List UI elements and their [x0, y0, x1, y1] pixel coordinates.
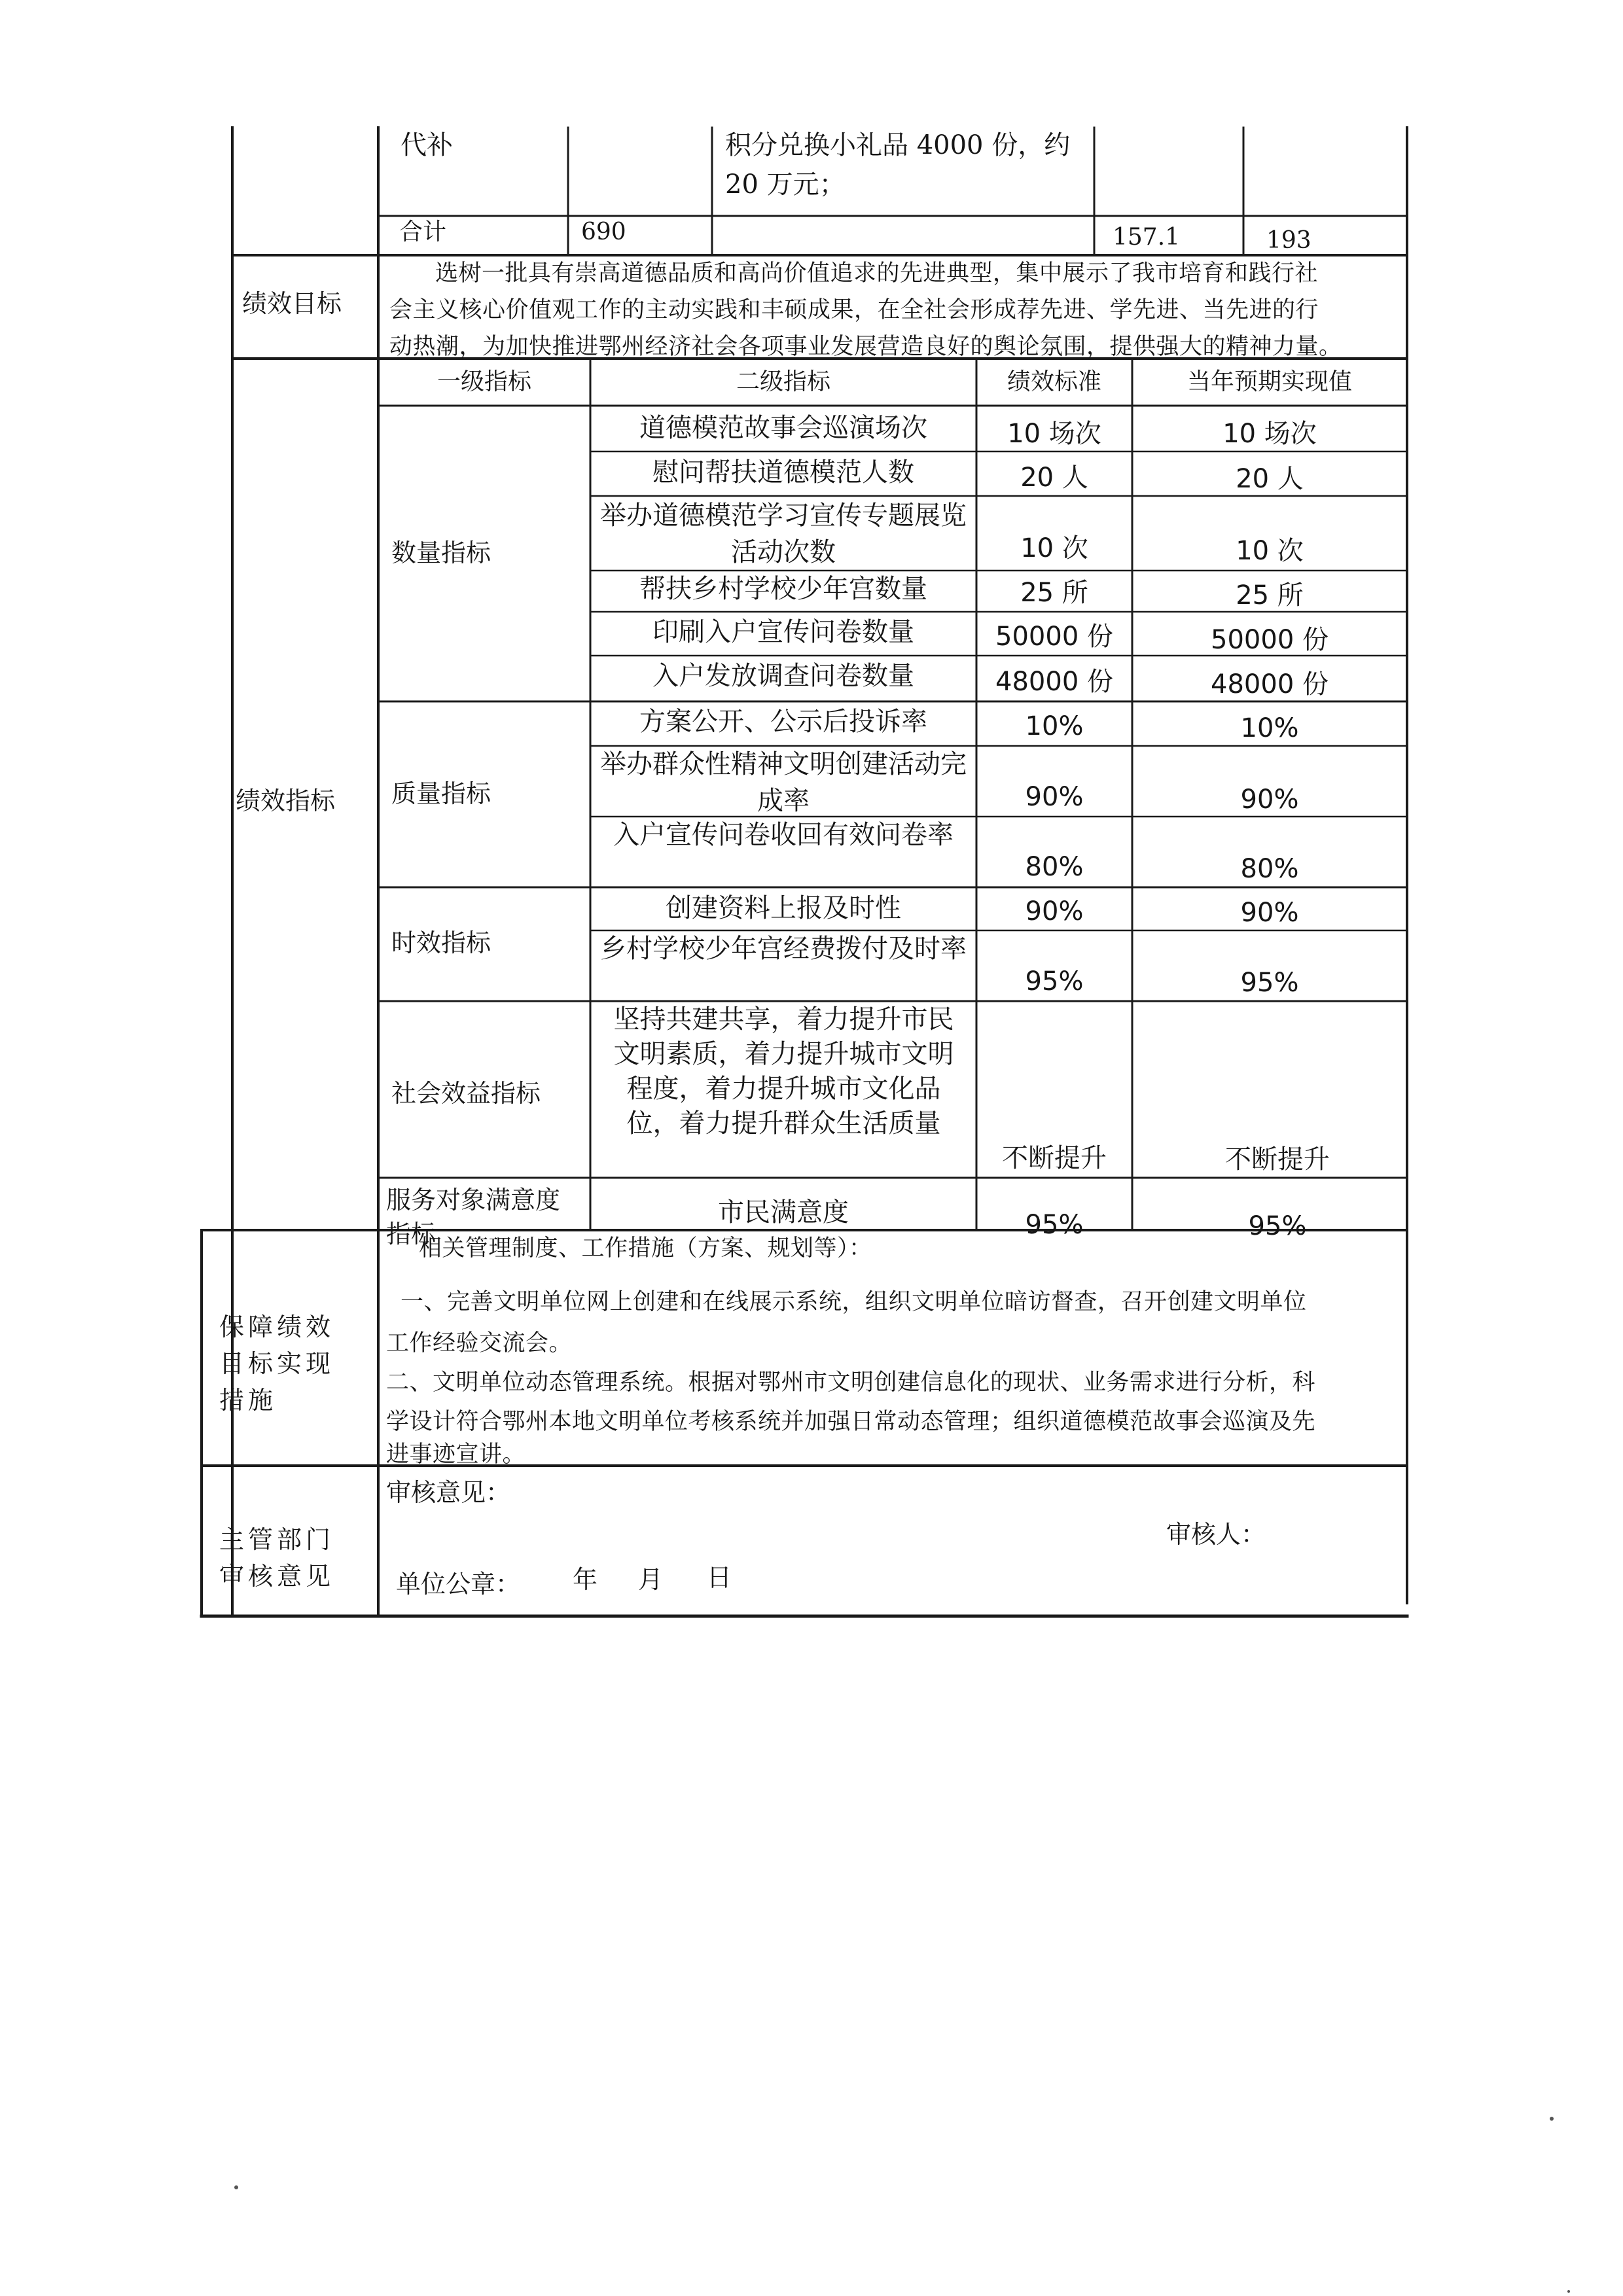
quantity-row4-standard: 25 所 [1020, 578, 1088, 608]
quantity-row3-standard: 10 次 [1020, 533, 1088, 563]
measures-item2-line2: 学设计符合鄂州本地文明单位考核系统并加强日常动态管理；组织道德模范故事会巡演及先 [386, 1409, 1316, 1435]
header-standard: 绩效标准 [1007, 368, 1102, 395]
quantity-row6-expected: 48000 份 [1211, 669, 1329, 699]
review-day: 日 [707, 1563, 732, 1592]
review-month: 月 [638, 1565, 664, 1594]
quality-row2-indicator: 举办群众性精神文明创建活动完成率 [600, 749, 967, 816]
quantity-row1-indicator: 道德模范故事会巡演场次 [639, 413, 927, 443]
review-seal: 单位公章： [396, 1570, 521, 1598]
timeliness-row2-expected: 95% [1240, 968, 1299, 998]
quantity-row1-expected: 10 场次 [1222, 419, 1317, 449]
measures-intro: 相关管理制度、工作措施（方案、规划等）： [419, 1235, 872, 1262]
review-label: 主管部门审核意见 [219, 1525, 335, 1591]
quality-row1-standard: 10% [1025, 711, 1084, 741]
total-amount: 690 [581, 219, 626, 245]
satisfaction-row1-indicator: 市民满意度 [718, 1197, 849, 1227]
quantity-row6-indicator: 入户发放调查问卷数量 [652, 661, 914, 691]
group-timeliness: 时效指标 [391, 928, 491, 957]
total-col5: 157.1 [1113, 224, 1181, 251]
quantity-row5-expected: 50000 份 [1211, 625, 1329, 655]
quality-row3-indicator: 入户宣传问卷收回有效问卷率 [613, 820, 954, 850]
measures-item2-line1: 二、文明单位动态管理系统。根据对鄂州市文明创建信息化的现状、业务需求进行分析，科 [386, 1369, 1316, 1396]
measures-item1-line2: 工作经验交流会。 [386, 1330, 573, 1356]
social-row1-indicator: 坚持共建共享，着力提升市民文明素质，着力提升城市文明程度，着力提升城市文化品位，着力提升群众生活质量 [613, 1004, 954, 1139]
scan-speck [1567, 2290, 1570, 2293]
goal-line-1: 选树一批具有崇高道德品质和高尚价值追求的先进典型，集中展示了我市培育和践行社 [435, 260, 1319, 287]
quantity-row4-indicator: 帮扶乡村学校少年宫数量 [639, 574, 927, 604]
scan-speck [1550, 2117, 1554, 2121]
satisfaction-row1-standard: 95% [1025, 1210, 1084, 1240]
quality-row3-standard: 80% [1025, 852, 1084, 882]
quantity-row3-expected: 10 次 [1236, 536, 1304, 566]
social-row1-expected: 不断提升 [1225, 1144, 1330, 1174]
quantity-row2-indicator: 慰问帮扶道德模范人数 [652, 457, 914, 487]
total-label: 合计 [399, 219, 447, 245]
measures-label: 保障绩效目标实现措施 [219, 1313, 335, 1415]
timeliness-row1-expected: 90% [1240, 898, 1299, 928]
quantity-row1-standard: 10 场次 [1007, 419, 1101, 449]
quality-row2-expected: 90% [1240, 785, 1299, 815]
measures-item2-line3: 进事迹宣讲。 [386, 1441, 526, 1468]
quantity-row4-expected: 25 所 [1236, 580, 1304, 610]
group-quality: 质量指标 [391, 779, 491, 808]
timeliness-row1-standard: 90% [1025, 896, 1084, 927]
quality-row3-expected: 80% [1240, 854, 1299, 884]
review-opinion: 审核意见： [386, 1478, 511, 1507]
satisfaction-row1-expected: 95% [1248, 1211, 1307, 1241]
quality-row2-standard: 90% [1025, 782, 1084, 812]
quantity-row2-expected: 20 人 [1236, 464, 1304, 494]
quantity-row2-standard: 20 人 [1020, 463, 1088, 493]
group-quantity: 数量指标 [391, 539, 491, 567]
quality-row1-expected: 10% [1240, 713, 1299, 743]
goal-line-3: 动热潮，为加快推进鄂州经济社会各项事业发展营造良好的舆论氛围，提供强大的精神力量。 [389, 334, 1342, 360]
header-level2: 二级指标 [736, 368, 831, 395]
quantity-row6-standard: 48000 份 [995, 667, 1113, 697]
group-satisfaction: 服务对象满意度指标 [386, 1186, 561, 1248]
performance-indicators-label: 绩效指标 [236, 786, 336, 815]
daibu-content-line1: 积分兑换小礼品 4000 份，约 [725, 130, 1071, 160]
daibu-label: 代补 [401, 130, 453, 160]
timeliness-row2-indicator: 乡村学校少年宫经费拨付及时率 [600, 934, 967, 964]
header-expected: 当年预期实现值 [1186, 368, 1353, 395]
daibu-content-line2: 20 万元； [725, 169, 846, 200]
group-social: 社会效益指标 [391, 1079, 541, 1108]
performance-goal-label: 绩效目标 [242, 289, 342, 318]
quality-row1-indicator: 方案公开、公示后投诉率 [639, 707, 927, 737]
quantity-row5-indicator: 印刷入户宣传问卷数量 [652, 617, 914, 647]
review-year: 年 [573, 1565, 598, 1594]
header-level1: 一级指标 [437, 368, 532, 395]
measures-item1-line1: 一、完善文明单位网上创建和在线展示系统，组织文明单位暗访督查，召开创建文明单位 [401, 1289, 1307, 1315]
scan-speck [234, 2185, 238, 2189]
timeliness-row1-indicator: 创建资料上报及时性 [666, 893, 901, 923]
total-col6: 193 [1266, 227, 1311, 254]
review-reviewer: 审核人： [1166, 1520, 1266, 1549]
social-row1-standard: 不断提升 [1002, 1143, 1107, 1173]
quantity-row3-indicator: 举办道德模范学习宣传专题展览活动次数 [600, 501, 967, 567]
quantity-row5-standard: 50000 份 [995, 622, 1113, 652]
timeliness-row2-standard: 95% [1025, 966, 1084, 997]
goal-line-2: 会主义核心价值观工作的主动实践和丰硕成果，在全社会形成荐先进、学先进、当先进的行 [389, 297, 1319, 323]
